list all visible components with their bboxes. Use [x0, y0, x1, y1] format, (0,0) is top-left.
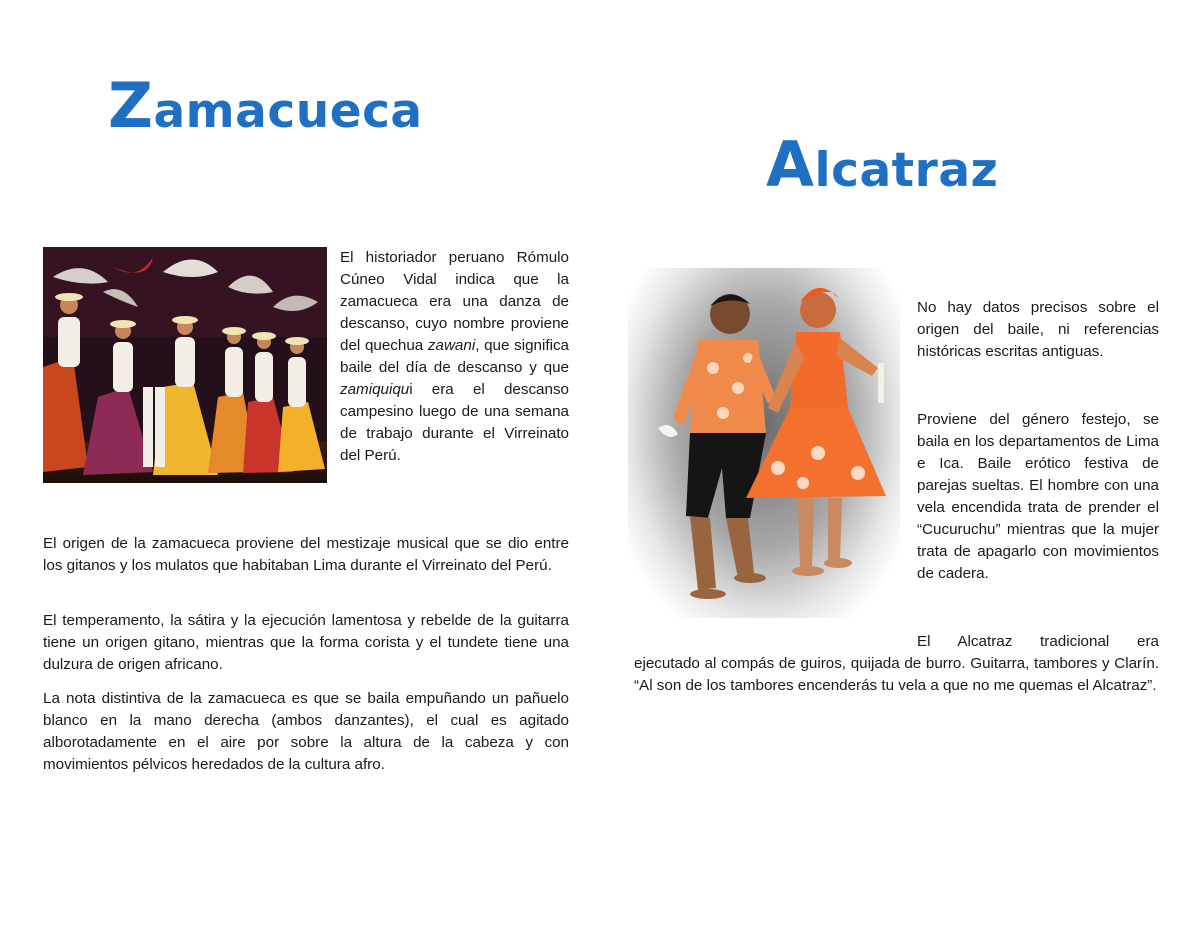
zamacueca-intro-paragraph: El historiador peruano Rómulo Cúneo Vidal indica que la zamacueca era una danza de descanso, cuyo nombre proviene del quechua zawani, que significa baile del día de descanso y que zamiquiqui era el descanso campesino luego de una semana de trabajo durante el Virreinato del Perú. [340, 249, 570, 464]
zamacueca-temperament-paragraph: El temperamento, la sátira y la ejecución lamentosa y rebelde de la guitarra tiene un origen gitano, mientras que la forma corista y el tundete tiene una dulzura de origen africano. [43, 612, 569, 673]
alcatraz-couple-photo [628, 268, 900, 618]
alcatraz-traditional-line: El Alcatraz tradicional era [917, 633, 1159, 650]
zamacueca-origin-paragraph: El origen de la zamacueca proviene del mestizaje musical que se dio entre los gitanos y los mulatos que habitaban Lima durante el Virreinato del Perú. [43, 535, 569, 574]
alcatraz-genre-paragraph: Proviene del género festejo, se baila en los departamentos de Lima e Ica. Baile erótico festiva de parejas sueltas. El hombre con una vela encendida trata de prender el “Cucuruchu” mientras que la mujer trata de apagarlo con movimientos de cadera. [917, 411, 1159, 582]
alcatraz-traditional-paragraph: ejecutado al compás de guiros, quijada de burro. Guitarra, tambores y Clarín. “Al son de los tambores encenderás tu vela a que no me quemas el Alcatraz”. [634, 655, 1159, 694]
dancers-illustration [43, 247, 327, 483]
alcatraz-title: Alcatraz [766, 128, 999, 201]
zamacueca-handkerchief-paragraph: La nota distintiva de la zamacueca es que se baila empuñando un pañuelo blanco en la mano derecha (ambos danzantes), el cual es agitado alborotadamente en el aire por sobre la altura de la cabeza y con movimientos pélvicos heredados de la cultura afro. [43, 690, 569, 773]
zamacueca-title: Zamacueca [108, 69, 423, 142]
zamacueca-dancers-photo [43, 247, 327, 483]
couple-illustration [628, 268, 900, 618]
alcatraz-no-data-paragraph: No hay datos precisos sobre el origen del baile, ni referencias históricas escritas antiguas. [917, 299, 1159, 360]
